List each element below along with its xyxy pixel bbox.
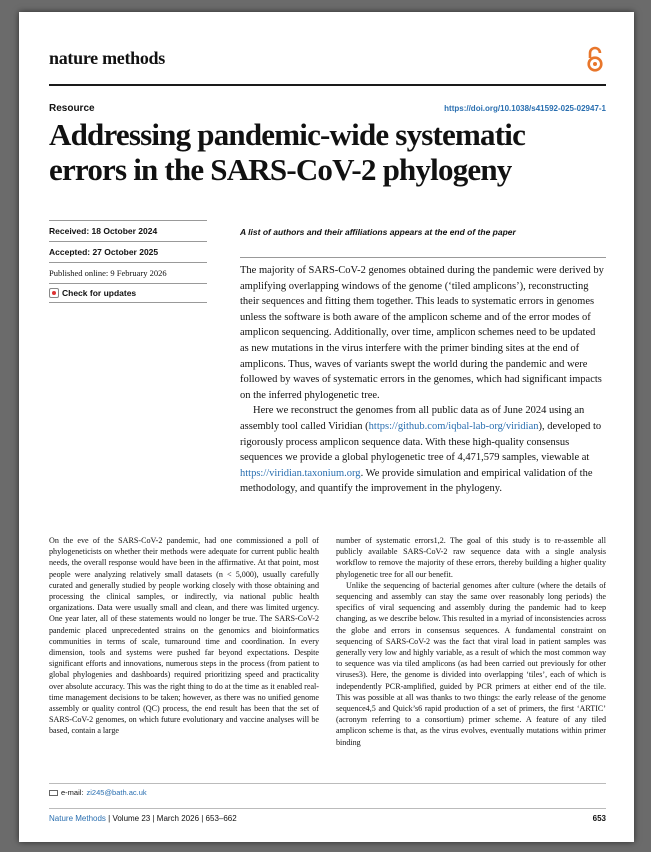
body-column-left — [49, 535, 319, 737]
header-rule — [49, 84, 606, 86]
footer-citation — [49, 814, 237, 823]
authors-note: A list of authors and their affiliations appears at the end of the paper — [240, 227, 516, 237]
received-date: Received: 18 October 2024 — [49, 226, 158, 236]
meta-divider — [49, 302, 207, 303]
doi-link[interactable]: https://doi.org/10.1038/s41592-025-02947-1 — [444, 104, 606, 113]
correspondence — [49, 788, 147, 797]
abstract-text: ), developed to rigorously process amplicon sequence data. With these high-quality consensus sequences we provide a global phylogenetic tree of 4,471,579 samples, viewable at — [240, 420, 602, 464]
meta-divider — [49, 220, 207, 221]
body-column-right — [336, 535, 606, 748]
envelope-icon — [49, 790, 58, 796]
meta-divider — [49, 283, 207, 284]
footer-divider — [49, 808, 606, 809]
abstract-text: Here we reconstruct the genomes from all public data as of June 2024 using an assembly tool called Viridian ( — [240, 405, 585, 432]
journal-name: nature methods — [49, 48, 165, 68]
body-paragraph: number of systematic errors1,2. The goal of this study is to re-assemble all publicly available SARS-CoV-2 raw sequence data with a single analysis workflow to remove the majority of these errors, thereby building a higher quality phylogenetic tree for all our benefit. — [336, 536, 606, 579]
accepted-date: Accepted: 27 October 2025 — [49, 247, 159, 257]
abstract — [240, 263, 606, 497]
abstract-rule — [240, 257, 606, 258]
email-divider — [49, 783, 606, 784]
body-paragraph: Unlike the sequencing of bacterial genomes after culture (where the details of sequencing and assembly can stay the same over reasonably long periods) the specifics of viral sequencing and assembly during the pandemic had to keep changing, as we describe below. This resulted in a myriad of inconsistencies across the globe and errors in consensus sequences. A fundamental constraint on sequencing of SARS-CoV-2 was the fact that viral load in patient samples was generally very low and highly variable, as a result of which the most common way to sequence was via tiled amplicons (as had been carried out previously for other viruses3). Here, the genome is divided into overlapping ‘tiles’, each of which is independently PCR-amplified, guided by PCR primers at either end of the tile. This was possible at all was thanks to two things: the early release of the genome sequence4,5 and Quick’s6 rapid production of a set of primers, the first ‘ARTIC’ (acronym referring to a consortium) primer scheme. A feature of any tiled amplicon scheme is that, as the virus evolves, eventually mutations within primer binding — [336, 580, 606, 747]
body-paragraph: On the eve of the SARS-CoV-2 pandemic, had one commissioned a poll of phylogeneticists on whether their methods were adequate for current public health needs, the overall response would have been in the affirmative. At that point, most people were analyzing relatively small datasets (n < 5,000), usually carefully curated and generally studied by people working closely with those obtaining and processing the clinical samples, or indirectly, via national public health organizations. Data were usually small and clean, and there was limited urgency. One year later, all of these statements would no longer be true. The SARS-CoV-2 pandemic placed unprecedented strains on the genomics and bioinformatics communities in terms of scale, turnaround time and coordination. In every dimension, tools and systems were pushed far beyond expectations. Despite significant efforts and innovations, numerous steps in the process (from patient to global phylogenies and dashboards) required prioritizing speed and practicality over absolute accuracy. This was the right thing to do at the time as it enabled real-time management decisions to be taken; however, as there was no unified genome assembly or quality control (QC) process, the end result has been that the set of SARS-CoV-2 genomes, on which future evolutionary and vaccine analyses will be based, contain a large — [49, 536, 319, 736]
meta-divider — [49, 241, 207, 242]
abstract-paragraph-2 — [240, 403, 606, 497]
email-link[interactable]: zi245@bath.ac.uk — [86, 788, 147, 797]
check-for-updates-button[interactable] — [49, 288, 136, 298]
taxonium-link[interactable]: https://viridian.taxonium.org — [240, 467, 361, 479]
footer-volume: | Volume 23 | March 2026 | 653–662 — [105, 814, 237, 823]
abstract-text: . We provide simulation and empirical validation of the methodology, and quantify the improvement in the phylogeny. — [240, 467, 593, 495]
abstract-paragraph-1: The majority of SARS-CoV-2 genomes obtained during the pandemic were derived by amplifying overlapping windows of the genome (‘tiled amplicons’), reconstructing their sequences and fitting them together. This leads to systematic errors in genomes unless the software is both aware of the amplicon scheme and of the error modes of amplicon sequencing. Additionally, over time, amplicon schemes need to be updated as new mutations in the virus interfere with the primer binding sites at the end of amplicons. Thus, waves of variants swept the world during the pandemic and were followed by waves of systematic errors in the genomes, which had significant impacts on the inferred phylogenetic tree. — [240, 265, 604, 401]
meta-divider — [49, 262, 207, 263]
check-updates-label: Check for updates — [62, 288, 137, 298]
article-page — [19, 12, 634, 842]
email-label: e-mail: — [61, 788, 84, 797]
viridian-github-link[interactable]: https://github.com/iqbal-lab-org/viridian — [368, 420, 539, 432]
footer-journal: Nature Methods — [49, 814, 106, 823]
check-updates-icon — [49, 288, 59, 298]
article-type: Resource — [49, 103, 95, 114]
open-access-icon — [586, 45, 604, 73]
page-number: 653 — [592, 814, 606, 823]
article-title: Addressing pandemic-wide systematic errors in the SARS-CoV-2 phylogeny — [49, 117, 526, 187]
published-date: Published online: 9 February 2026 — [49, 268, 167, 278]
